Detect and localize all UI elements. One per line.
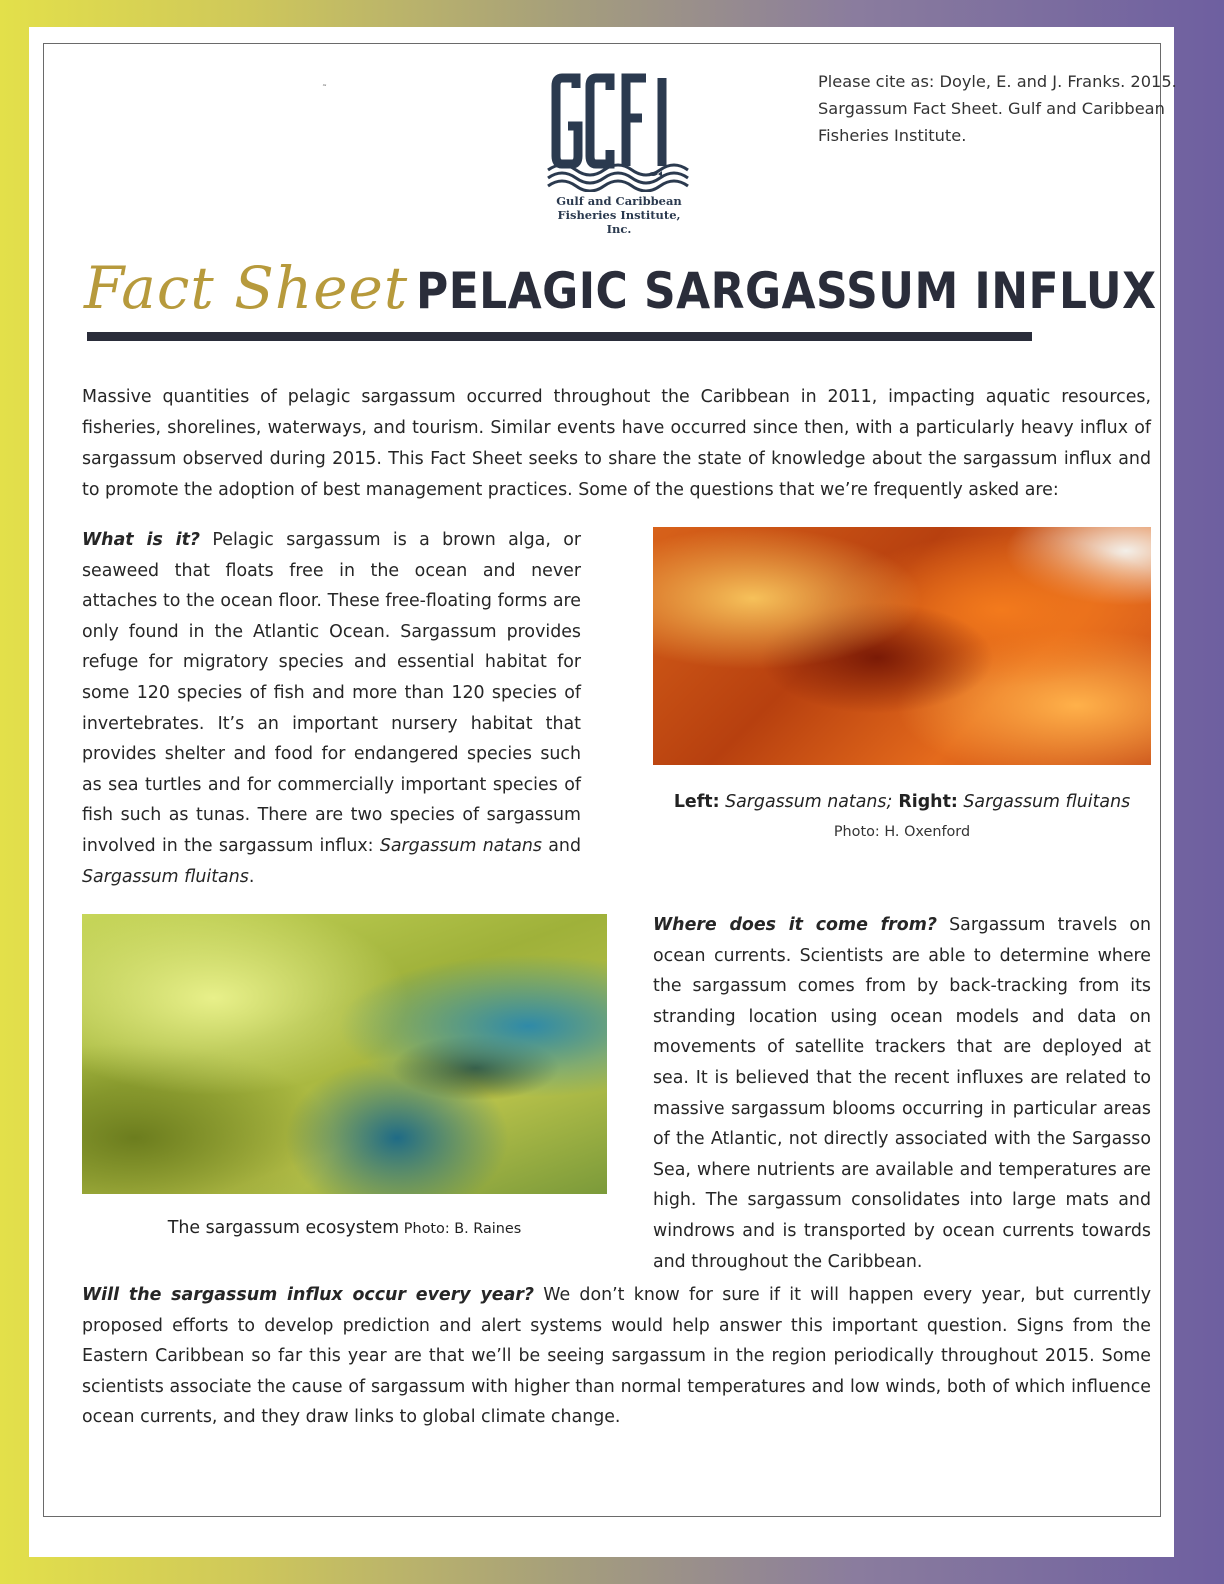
page-title: PELAGIC SARGASSUM INFLUX: [416, 262, 1157, 320]
logo-line-2: Fisheries Institute, Inc.: [557, 208, 681, 236]
and-text: and: [541, 835, 581, 856]
where-from-heading: Where does it come from?: [653, 915, 937, 935]
what-is-it-body: Pelagic sargassum is a brown alga, or seaweed that floats free in the ocean and never attaches to the ocean floor. These free-floating forms are only found in the Atlantic Ocean. Sargassum provides refuge for migratory species and essential habitat for some 120 species of fish and more than 120 species of invertebrates. It’s an important nursery habitat that provides shelter and food for endangered species such as sea turtles and for commercially important species of fish such as tunas. There are two species of sargassum involved in the sargassum influx:: [82, 530, 581, 856]
intro-paragraph: Massive quantities of pelagic sargassum occurred throughout the Caribbean in 2011, impacting aquatic resources, fisheries, shorelines, waterways, and tourism. Similar events have occurred since then, with a particularly heavy influx of sargassum observed during 2015. This Fact Sheet seeks to share the state of knowledge about the sargassum influx and to promote the adoption of best management practices. Some of the questions that we’re frequently asked are:: [82, 387, 1151, 500]
citation-note: Please cite as: Doyle, E. and J. Franks. 2015. Sargassum Fact Sheet. Gulf and Caribbean Fisheries Institute.: [818, 72, 1177, 145]
photo2-credit: Photo: B. Raines: [399, 1221, 522, 1237]
photo1-caption: [653, 792, 1151, 812]
sargassum-ecosystem-photo: [82, 914, 607, 1194]
photo1-credit: Photo: H. Oxenford: [833, 824, 971, 840]
right-label: Right:: [892, 792, 958, 812]
where-from-section: [653, 910, 1151, 1277]
every-year-section: [82, 1280, 1151, 1433]
every-year-heading: Will the sargassum influx occur every year?: [82, 1285, 534, 1305]
title-underline: [87, 332, 1032, 341]
photo2-caption: [82, 1218, 607, 1238]
fact-sheet-script: Fact Sheet: [84, 254, 409, 322]
where-from-body: Sargassum travels on ocean currents. Scientists are able to determine where the sargassum comes from by back-tracking from its stranding location using ocean models and data on movements of satellite trackers that are deployed at sea. It is believed that the recent influxes are related to massive sargassum blooms occurring in particular areas of the Atlantic, not directly associated with the Sargasso Sea, where nutrients are available and temperatures are high. The sargassum consolidates into large mats and windrows and is transported by ocean currents towards and throughout the Caribbean.: [653, 915, 1152, 1272]
every-year-body: We don’t know for sure if it will happen every year, but currently proposed efforts to develop prediction and alert systems would help answer this important question. Signs from the Eastern Caribbean so far this year are that we’ll be seeing sargassum in the region periodically throughout 2015. Some scientists associate the cause of sargassum with higher than normal temperatures and low winds, both of which influence ocean currents, and they draw links to global climate change.: [82, 1285, 1151, 1428]
left-label: Left:: [673, 792, 720, 812]
photo2-caption-text: The sargassum ecosystem: [167, 1218, 400, 1238]
what-is-it-heading: What is it?: [82, 530, 201, 550]
sargassum-species-photo: [653, 527, 1151, 765]
page-border: [43, 43, 1177, 1517]
period: .: [248, 866, 255, 887]
gcfi-logo: [544, 70, 694, 236]
logo-subtitle: [544, 194, 694, 236]
left-species: Sargassum natans;: [719, 792, 893, 812]
title-row: [84, 254, 1157, 344]
gcfi-logo-mark: [544, 70, 694, 192]
species-fluitans: Sargassum fluitans: [82, 866, 249, 887]
right-species: Sargassum fluitans: [957, 792, 1131, 812]
logo-line-1: Gulf and Caribbean: [556, 194, 682, 208]
what-is-it-section: [82, 525, 581, 892]
fact-sheet-page: [29, 27, 1177, 1557]
species-natans: Sargassum natans: [379, 835, 542, 856]
